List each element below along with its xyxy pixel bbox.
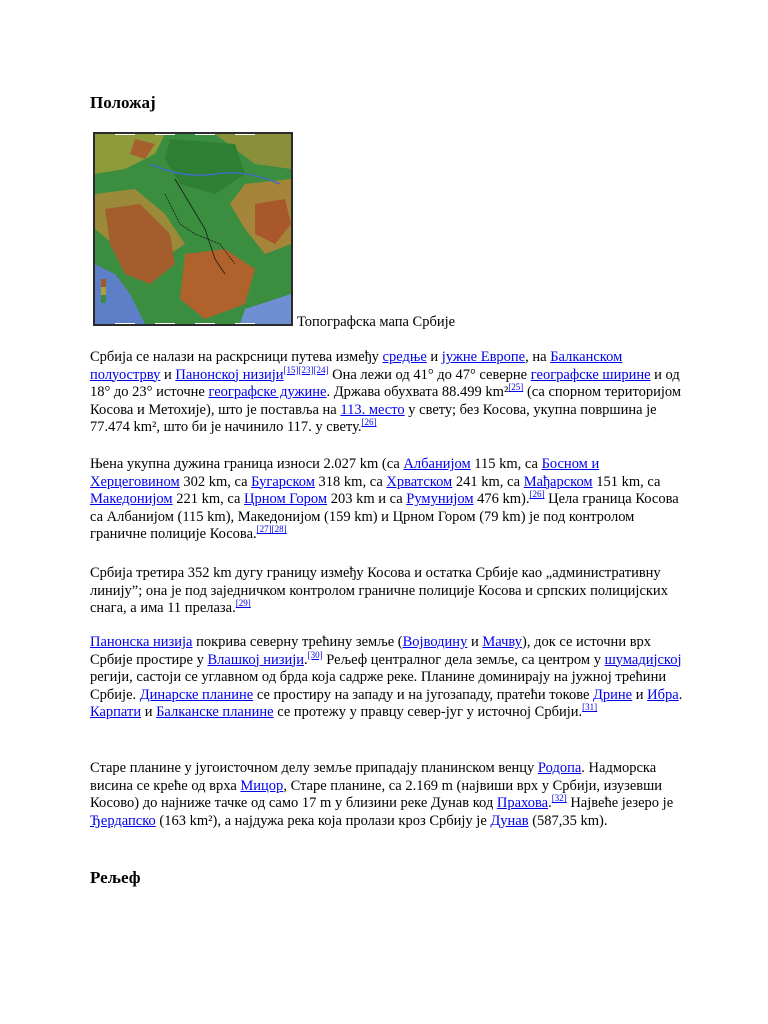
link-danube[interactable]: Дунав [490, 812, 529, 829]
text: . Надморска висина се креће од врха [90, 760, 657, 794]
text: , на [525, 349, 551, 365]
citation-31[interactable]: [31] [582, 702, 598, 713]
citation-group [530, 489, 545, 499]
text: . [548, 795, 552, 811]
link-vojvodina[interactable]: Војводину [402, 634, 468, 650]
link-midzor[interactable]: Мицор [240, 777, 284, 794]
text: и [426, 349, 442, 365]
text: регији, састоји се углавном од брда која садрже реке. Планине доминирају на јужној трећини Србије. [90, 669, 667, 703]
text: . [678, 686, 683, 703]
citation-group [508, 382, 523, 392]
text: покрива северну трећину земље ( [192, 634, 403, 650]
text: 221 km, са [172, 491, 245, 507]
paragraph-location [90, 349, 690, 437]
text: , Старе планине, са 2.169 m (највиши врх у Србији, изузевши Косово) до најниже тачке од само 17 m у близини реке Дунав код [90, 777, 663, 811]
text: и [160, 366, 176, 383]
link-carpathians[interactable]: Карпати [90, 704, 142, 720]
citation-group [552, 793, 567, 803]
citation-26[interactable]: [26] [361, 417, 377, 428]
paragraph-elevation [90, 760, 690, 830]
text: 318 km, са [314, 473, 387, 490]
link-albania[interactable]: Албанијом [403, 456, 471, 472]
link-macva[interactable]: Мачву [482, 634, 522, 650]
link-rhodopes[interactable]: Родопа [537, 760, 582, 776]
link-pannonian-plain[interactable]: Панонској низији [175, 366, 284, 383]
text: ), док се источни врх Србије простире у [90, 634, 652, 668]
text: 476 km). [473, 491, 530, 507]
citation-group [284, 365, 329, 375]
citation-group [582, 702, 597, 712]
citation-32[interactable]: [32] [551, 793, 567, 804]
link-balkan-mountains[interactable]: Балканске планине [156, 704, 274, 720]
link-montenegro[interactable]: Црном Гором [244, 491, 328, 507]
citation-29[interactable]: [29] [235, 598, 251, 609]
text: Србија третира 352 km дугу границу између Косова и остатка Србије као „административну линију”; она је под заједничком контролом граничне полиције Косова и српских полицијских снага, а има 11 прелаза. [90, 565, 668, 616]
text: Највеће језеро је [566, 795, 674, 811]
topographic-map-image[interactable] [93, 132, 293, 326]
link-dinaric-alps[interactable]: Динарске планине [139, 686, 254, 703]
text: (587,35 km). [528, 812, 608, 829]
citation-23[interactable]: [23] [298, 364, 314, 375]
paragraph-borders [90, 456, 690, 544]
citation-30[interactable]: [30] [307, 649, 323, 660]
text: 151 km, са [592, 473, 661, 490]
link-central-europe[interactable]: средње [382, 349, 427, 365]
text: и [141, 704, 157, 720]
link-romania[interactable]: Румунијом [406, 491, 474, 507]
text: Рељеф централног дела земље, са центром у [322, 651, 605, 668]
text: Старе планине у југоисточном делу земље припадају планинском венцу [90, 760, 538, 776]
text: (са спорном територијом Косова и Метохије), што је поставља на [90, 384, 682, 418]
text: 241 km, са [452, 473, 524, 490]
paragraph-terrain [90, 634, 690, 722]
text: Њена укупна дужина граница износи 2.027 km (са [90, 456, 404, 472]
text: 302 km, са [179, 473, 252, 490]
link-balkan-peninsula[interactable]: Балканском полуострву [90, 349, 623, 383]
link-pannonian-plain[interactable]: Панонска низија [90, 634, 193, 650]
text: и од 18° до 23° источне [90, 366, 680, 400]
text: и [632, 686, 648, 703]
citation-28[interactable]: [28] [271, 524, 287, 535]
citation-15[interactable]: [15] [283, 364, 299, 375]
text: 115 km, са [470, 456, 542, 472]
text: . [304, 651, 308, 668]
link-hungary[interactable]: Мађарском [523, 473, 593, 490]
text: 203 km и са [327, 491, 407, 507]
citation-26[interactable]: [26] [529, 489, 545, 500]
map-caption: Топографска мапа Србије [297, 314, 456, 330]
link-prahovo[interactable]: Прахова [496, 795, 549, 811]
citation-24[interactable]: [24] [313, 364, 329, 375]
citation-25[interactable]: [25] [508, 382, 524, 393]
citation-group [257, 524, 287, 534]
link-djerdap[interactable]: Ђердапско [90, 812, 156, 829]
section-heading-relief: Рељеф [90, 868, 141, 887]
link-macedonia[interactable]: Македонијом [90, 491, 173, 507]
text: и [467, 634, 483, 650]
section-heading-position: Положај [90, 93, 156, 112]
link-wallachian-plain[interactable]: Влашкој низији [207, 651, 305, 668]
text: . Држава обухвата 88.499 km² [326, 384, 509, 400]
link-drina[interactable]: Дрине [593, 686, 633, 703]
link-latitude[interactable]: географске ширине [530, 366, 651, 383]
citation-27[interactable]: [27] [256, 524, 272, 535]
link-bosnia[interactable]: Босном и Херцеговином [90, 456, 600, 490]
paragraph-administrative-line [90, 565, 690, 618]
text: Србија се налази на раскрсници путева између [90, 349, 383, 365]
text: Цела граница Косова са Албанијом (115 km), Македонијом (159 km) и Црном Гором (79 km) је под контролом граничне полиције Косова. [90, 491, 679, 542]
link-sumadija[interactable]: шумадијској [604, 651, 682, 668]
text: (163 km²), а најдужа река која пролази кроз Србију је [155, 812, 491, 829]
text: се простиру на западу и на југозападу, пратећи токове [253, 686, 594, 703]
link-longitude[interactable]: географске дужине [208, 384, 327, 400]
link-113th-place[interactable]: 113. место [340, 401, 405, 418]
link-ibar[interactable]: Ибра [647, 686, 679, 703]
link-bulgaria[interactable]: Бугарском [251, 473, 315, 490]
citation-group [308, 650, 323, 660]
link-southern-europe[interactable]: јужне Европе [441, 349, 526, 365]
text: Она лежи од 41° до 47° северне [328, 366, 531, 383]
text: се протежу у правцу север-југ у источној Србији. [273, 704, 583, 720]
citation-group [236, 598, 251, 608]
text: у свету; без Косова, укупна површина је 77.474 km², што би је начинило 117. у свету. [90, 401, 657, 435]
link-croatia[interactable]: Хрватском [386, 473, 453, 490]
citation-group [362, 417, 377, 427]
